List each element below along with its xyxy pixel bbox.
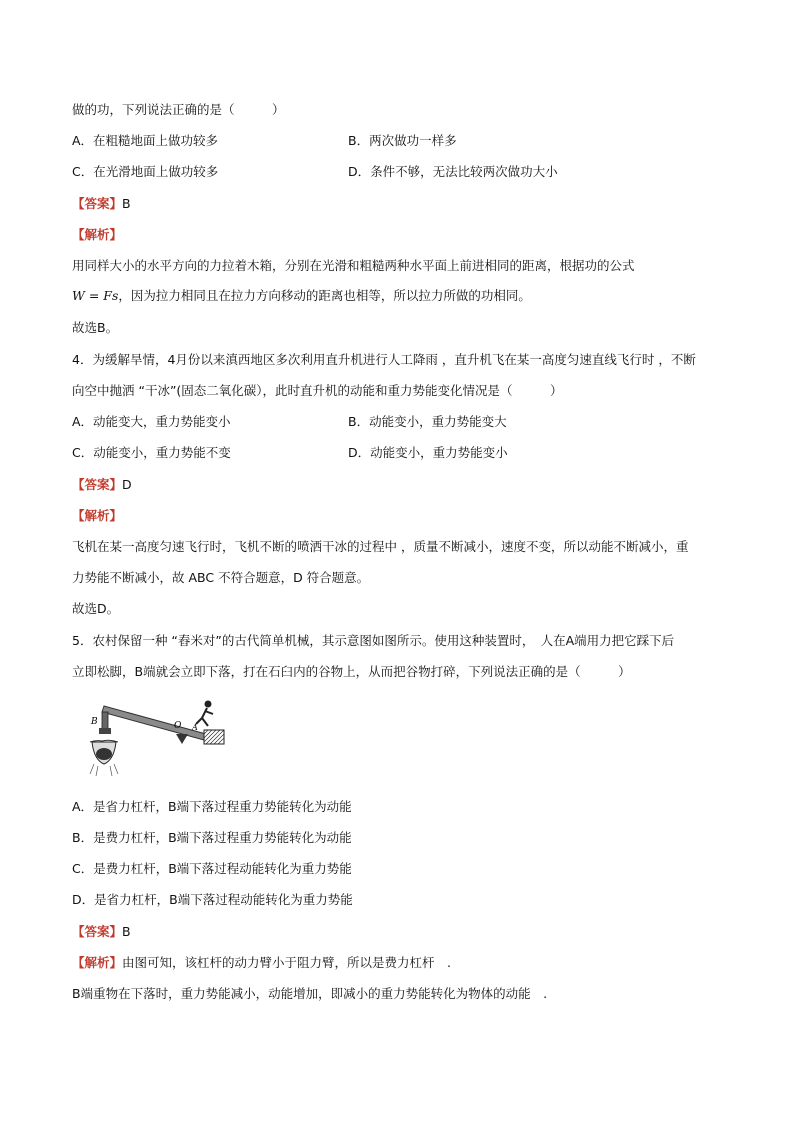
q5-stem-line-1: 5．农村保留一种 “舂米对”的古代简单机械，其示意图如图所示。使用这种装置时， 人在A端用力把它踩下后 bbox=[72, 633, 675, 648]
label-o: O bbox=[174, 721, 182, 731]
q4-analysis-line-2: 力势能不断减小，故 ABC 不符合题意，D 符合题意。 bbox=[72, 570, 370, 585]
work-formula: W = Fs bbox=[72, 288, 119, 303]
q3-conclusion: 故选B。 bbox=[72, 320, 119, 335]
answer-tag: 【答案】 bbox=[72, 196, 123, 211]
q4-option-c: C．动能变小，重力势能不变 bbox=[72, 445, 231, 460]
label-a: A bbox=[192, 723, 198, 732]
b-end-hammer bbox=[102, 712, 108, 730]
hammer-head bbox=[99, 728, 111, 734]
label-b: B bbox=[91, 717, 98, 727]
q5-analysis-text-1: 由图可知，该杠杆的动力臂小于阻力臂，所以是费力杠杆 . bbox=[122, 955, 451, 970]
person-head bbox=[205, 701, 212, 708]
q5-stem-line-2: 立即松脚，B端就会立即下落，打在石臼内的谷物上，从而把谷物打碎，下列说法正确的是（ ） bbox=[72, 664, 631, 679]
q5-option-c: C．是费力杠杆，B端下落过程动能转化为重力势能 bbox=[72, 861, 352, 876]
analysis-tag: 【解析】 bbox=[72, 508, 123, 523]
q4-option-b: B．动能变小，重力势能变大 bbox=[348, 414, 507, 429]
q3-option-b: B．两次做功一样多 bbox=[348, 133, 457, 148]
q5-analysis-line-1 bbox=[72, 954, 451, 972]
answer-value: B bbox=[122, 196, 131, 211]
grain-in-mortar bbox=[96, 748, 112, 760]
rice-pounder-lever-figure bbox=[88, 694, 228, 784]
q4-analysis-line-1: 飞机在某一高度匀速飞行时，飞机不断的喷洒干冰的过程中 ，质量不断减小，速度不变，所以动能不断减小，重 bbox=[72, 539, 689, 554]
answer-tag: 【答案】 bbox=[72, 477, 123, 492]
q5-option-d: D．是省力杠杆，B端下落过程动能转化为重力势能 bbox=[72, 892, 353, 907]
q3-option-a: A．在粗糙地面上做功较多 bbox=[72, 133, 219, 148]
q3-option-d: D．条件不够，无法比较两次做功大小 bbox=[348, 164, 558, 179]
q3-analysis-line-1: 用同样大小的水平方向的力拉着木箱，分别在光滑和粗糙两种水平面上前进相同的距离，根据功的公式 bbox=[72, 258, 635, 273]
answer-value: D bbox=[122, 477, 132, 492]
q4-stem-line-2: 向空中抛洒 “干冰”(固态二氧化碳），此时直升机的动能和重力势能变化情况是（ ） bbox=[72, 383, 563, 398]
mortar-base-lines bbox=[90, 764, 118, 776]
answer-tag: 【答案】 bbox=[72, 924, 123, 939]
q4-conclusion: 故选D。 bbox=[72, 601, 120, 616]
q5-option-b: B．是费力杠杆，B端下落过程重力势能转化为动能 bbox=[72, 830, 352, 845]
q5-analysis-line-2: B端重物在下落时，重力势能减小，动能增加，即减小的重力势能转化为物体的动能 . bbox=[72, 986, 548, 1001]
q5-answer bbox=[72, 923, 131, 941]
fulcrum bbox=[176, 734, 188, 744]
analysis-tag: 【解析】 bbox=[72, 227, 123, 242]
analysis-tag: 【解析】 bbox=[72, 955, 123, 970]
q3-analysis-tag bbox=[72, 226, 122, 244]
lever-beam bbox=[102, 706, 206, 740]
q4-analysis-tag bbox=[72, 507, 122, 525]
q3-answer bbox=[72, 195, 131, 213]
person-body bbox=[196, 708, 213, 726]
q4-stem-line-1: 4．为缓解旱情，4月份以来滇西地区多次利用直升机进行人工降雨 ，直升机飞在某一高度匀速直线飞行时 ，不断 bbox=[72, 352, 696, 367]
q5-option-a: A．是省力杠杆，B端下落过程重力势能转化为动能 bbox=[72, 799, 352, 814]
answer-value: B bbox=[122, 924, 131, 939]
q4-answer bbox=[72, 476, 132, 494]
q4-option-a: A．动能变大，重力势能变小 bbox=[72, 414, 231, 429]
q3-analysis-text-2: ，因为拉力相同且在拉力方向移动的距离也相等，所以拉力所做的功相同。 bbox=[118, 288, 531, 303]
q3-option-c: C．在光滑地面上做功较多 bbox=[72, 164, 219, 179]
q4-option-d: D．动能变小，重力势能变小 bbox=[348, 445, 508, 460]
q3-analysis-line-2 bbox=[72, 287, 531, 305]
q3-stem-end: 做的功，下列说法正确的是（ ） bbox=[72, 102, 285, 117]
